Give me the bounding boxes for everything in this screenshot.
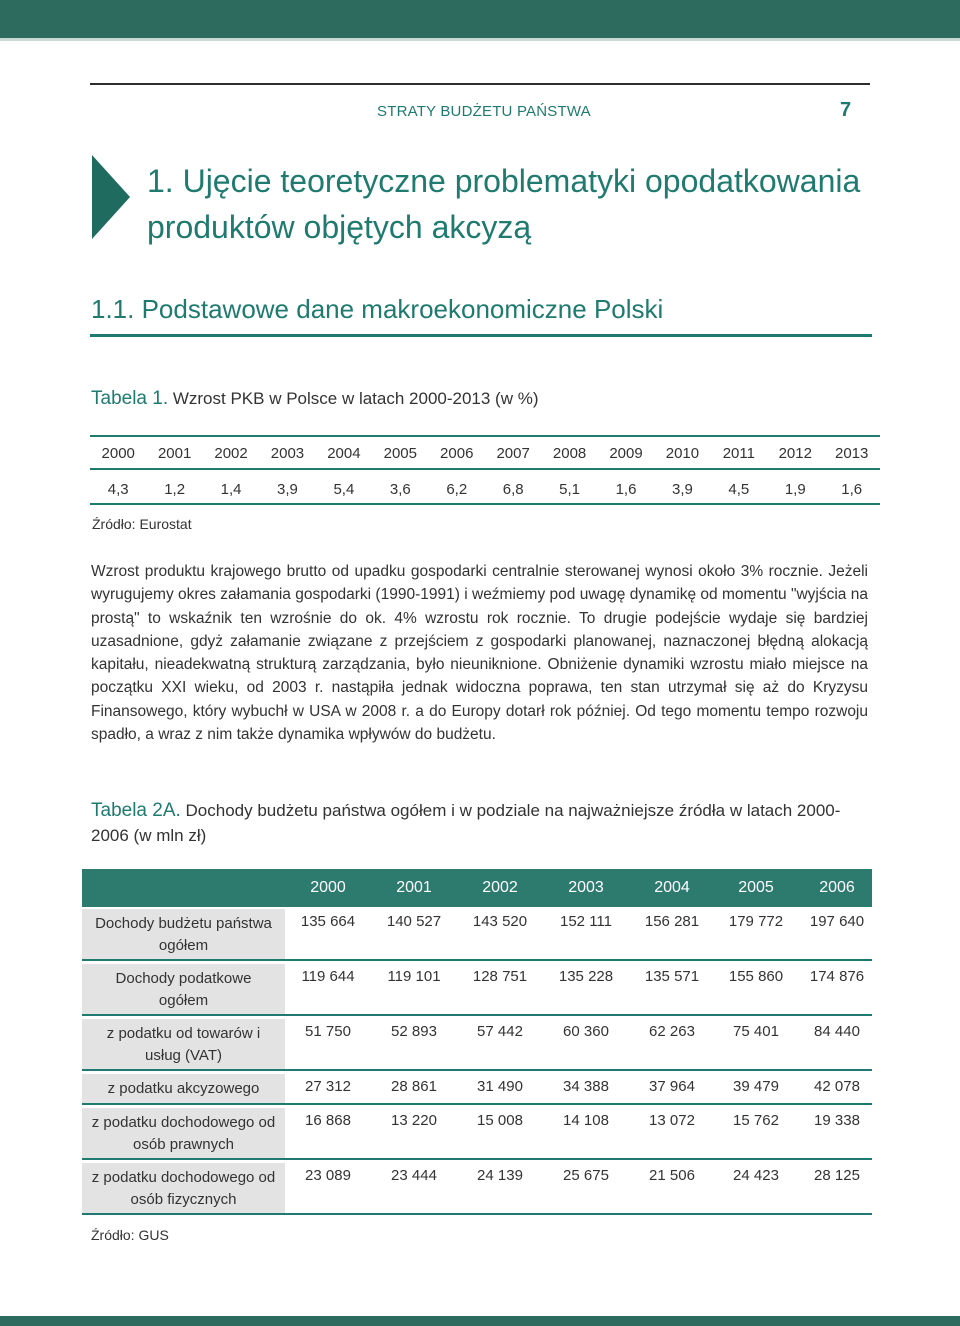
- table2-value-cell: 23 444: [391, 1167, 437, 1184]
- table2-year-header: 2005: [738, 879, 774, 896]
- table2-value-cell: 28 125: [814, 1167, 860, 1184]
- table2-value-cell: 135 228: [558, 968, 614, 985]
- table2-value-cell: 16 868: [305, 1112, 351, 1129]
- table2-row-rule: [82, 1158, 872, 1160]
- table1-year-cell: 2001: [157, 445, 192, 462]
- table2-value-cell: 62 263: [649, 1023, 695, 1040]
- table1-year-cell: 2007: [496, 445, 530, 462]
- table1-source: Źródło: Eurostat: [92, 516, 192, 532]
- table1-year-cell: 2003: [270, 445, 305, 462]
- table1-year-cell: 2012: [778, 445, 812, 462]
- table1-value-cell: 1,6: [615, 481, 637, 498]
- running-title: STRATY BUDŻETU PAŃSTWA: [377, 103, 591, 120]
- table2-value-cell: 27 312: [305, 1078, 351, 1095]
- table2-year-header: 2006: [819, 879, 855, 896]
- table2-value-cell: 51 750: [305, 1023, 351, 1040]
- table2-year-header: 2001: [396, 879, 432, 896]
- table2-header-row: [82, 869, 872, 907]
- table1-label: Tabela 1.: [91, 388, 169, 409]
- table2-value-cell: 119 644: [301, 968, 355, 985]
- table2-year-header: 2004: [654, 879, 690, 896]
- table2-row-label: z podatku dochodowego od osób prawnych: [82, 1108, 285, 1159]
- table2-row-label: Dochody budżetu państwa ogółem: [82, 909, 285, 960]
- page-number: 7: [840, 99, 852, 121]
- table1-value-cell: 1,9: [784, 481, 806, 498]
- table2-value-cell: 128 751: [472, 968, 528, 985]
- table1-value-cell: 6,8: [502, 481, 524, 498]
- table2-row-rule: [82, 959, 872, 961]
- table2-row-rule: [82, 1213, 872, 1215]
- top-banner: [0, 0, 960, 38]
- table2-source: Źródło: GUS: [91, 1227, 169, 1243]
- table1-year-cell: 2008: [552, 445, 587, 462]
- table2-row-rule: [82, 1103, 872, 1105]
- table2-value-cell: 15 008: [477, 1112, 523, 1129]
- table2-value-cell: 28 861: [391, 1078, 437, 1095]
- table2-value-cell: 42 078: [814, 1078, 860, 1095]
- table2-value-cell: 197 640: [809, 913, 865, 930]
- table1-year-cell: 2010: [665, 445, 700, 462]
- table2-value-cell: 135 571: [644, 968, 700, 985]
- table1-year-cell: 2011: [722, 445, 755, 462]
- table2-value-cell: 24 423: [733, 1167, 779, 1184]
- table1-bottom-rule: [90, 503, 880, 505]
- table1-top-rule: [90, 435, 880, 437]
- table2-year-header: 2002: [482, 879, 518, 896]
- table1-value-cell: 3,9: [672, 481, 693, 498]
- table1-year-cell: 2013: [835, 445, 869, 462]
- table2-value-cell: 31 490: [477, 1078, 523, 1095]
- table2-value-cell: 21 506: [649, 1167, 695, 1184]
- table1-year-cell: 2004: [327, 445, 361, 462]
- table1-value-cell: 1,4: [220, 481, 242, 498]
- chapter-title: 1. Ujęcie teoretyczne problematyki opodatkowania produktów objętych akcyzą: [147, 163, 861, 245]
- table2-caption-text: Dochody budżetu państwa ogółem i w podziale na najważniejsze źródła w latach 2000-2006 (w mln zł): [91, 801, 841, 845]
- table2-value-cell: 156 281: [644, 913, 700, 930]
- table1-caption-text: Wzrost PKB w Polsce w latach 2000-2013 (w %): [168, 389, 539, 408]
- table1-mid-rule: [90, 468, 880, 470]
- table2-row-label: z podatku dochodowego od osób fizycznych: [82, 1163, 285, 1214]
- section-title: 1.1. Podstawowe dane makroekonomiczne Polski: [91, 294, 664, 324]
- table1-year-cell: 2009: [609, 445, 643, 462]
- table2-value-cell: 13 220: [391, 1112, 437, 1129]
- table2-value-cell: 143 520: [472, 913, 528, 930]
- table1-value-cell: 4,5: [728, 481, 750, 498]
- table1-values-row: [90, 481, 880, 498]
- table2-label: Tabela 2A.: [91, 800, 181, 821]
- table2-value-cell: 25 675: [563, 1167, 609, 1184]
- bottom-banner: [0, 1316, 960, 1326]
- table2-row-label: z podatku akcyzowego: [82, 1074, 285, 1104]
- table2-value-cell: 34 388: [563, 1078, 609, 1095]
- table1-value-cell: 4,3: [107, 481, 129, 498]
- table1-value-cell: 5,4: [333, 481, 355, 498]
- table2-value-cell: 52 893: [391, 1023, 437, 1040]
- table2-row-label: z podatku od towarów i usług (VAT): [82, 1019, 285, 1070]
- table1-value-cell: 3,6: [389, 481, 411, 498]
- section-rule: [90, 334, 872, 337]
- table2-row-rule: [82, 1069, 872, 1071]
- top-banner-stripe: [0, 38, 960, 41]
- table2-value-cell: 179 772: [728, 913, 784, 930]
- table2-value-cell: 57 442: [477, 1023, 523, 1040]
- table1-value-cell: 1,2: [164, 481, 186, 498]
- table2-value-cell: 84 440: [814, 1023, 860, 1040]
- table1-header-row: [90, 445, 880, 462]
- table1-year-cell: 2006: [440, 445, 474, 462]
- table1-value-cell: 3,9: [277, 481, 298, 498]
- table2-value-cell: 39 479: [733, 1078, 779, 1095]
- table2-value-cell: 13 072: [649, 1112, 695, 1129]
- table2-value-cell: 152 111: [560, 913, 612, 930]
- table2-value-cell: 23 089: [305, 1167, 351, 1184]
- table1-year-cell: 2005: [383, 445, 417, 462]
- table2-value-cell: 75 401: [733, 1023, 779, 1040]
- table2-value-cell: 14 108: [563, 1112, 609, 1129]
- header-rule: [90, 83, 870, 85]
- table2-value-cell: 24 139: [477, 1167, 523, 1184]
- table1-year-cell: 2000: [101, 445, 135, 462]
- table2-caption: [91, 798, 871, 848]
- table2-row-rule: [82, 1014, 872, 1016]
- table2-value-cell: 155 860: [728, 968, 784, 985]
- table2-value-cell: 174 876: [809, 968, 865, 985]
- table2-year-header: 2003: [568, 879, 604, 896]
- table2-row-label: Dochody podatkowe ogółem: [82, 964, 285, 1015]
- table1-year-cell: 2002: [214, 445, 248, 462]
- table2-value-cell: 119 101: [387, 968, 441, 985]
- table1-value-cell: 5,1: [559, 481, 581, 498]
- body-paragraph: Wzrost produktu krajowego brutto od upadku gospodarki centralnie sterowanej wynosi około 3% rocznie. Jeżeli wyrugujemy okres załamania gospodarki (1990-1991) i weźmiemy pod uwagę dynamikę od momentu "wyjścia na prostą" to wskaźnik ten wzrośnie do ok. 4% wzrostu rok rocznie. To drugie podejście wydaje się bardziej uzasadnione, gdyż załamanie związane z przejściem z gospodarki planowanej, naznaczonej błędną alokacją kapitału, nieadekwatną strukturą zarządzania, było nieuniknione. Obniżenie dynamiki wzrostu miało miejsce na początku XXI wieku, od 2003 r. nastąpiła jednak widoczna poprawa, ten stan utrzymał się aż do Kryzysu Finansowego, który wybuchł w USA w 2008 r. a do Europy dotarł rok później. Od tego momentu tempo rozwoju spadło, a wraz z nim także dynamika wpływów do budżetu.: [91, 563, 868, 744]
- table1-value-cell: 6,2: [446, 481, 468, 498]
- table2-value-cell: 60 360: [563, 1023, 609, 1040]
- table2-value-cell: 135 664: [300, 913, 356, 930]
- table2-value-cell: 15 762: [733, 1112, 779, 1129]
- chapter-arrow-icon: [92, 155, 130, 239]
- table1-value-cell: 1,6: [841, 481, 863, 498]
- table1-caption: [91, 388, 539, 410]
- table2-year-header: 2000: [310, 879, 346, 896]
- table2-value-cell: 140 527: [386, 913, 442, 930]
- table2-value-cell: 19 338: [814, 1112, 860, 1129]
- table2-value-cell: 37 964: [649, 1078, 695, 1095]
